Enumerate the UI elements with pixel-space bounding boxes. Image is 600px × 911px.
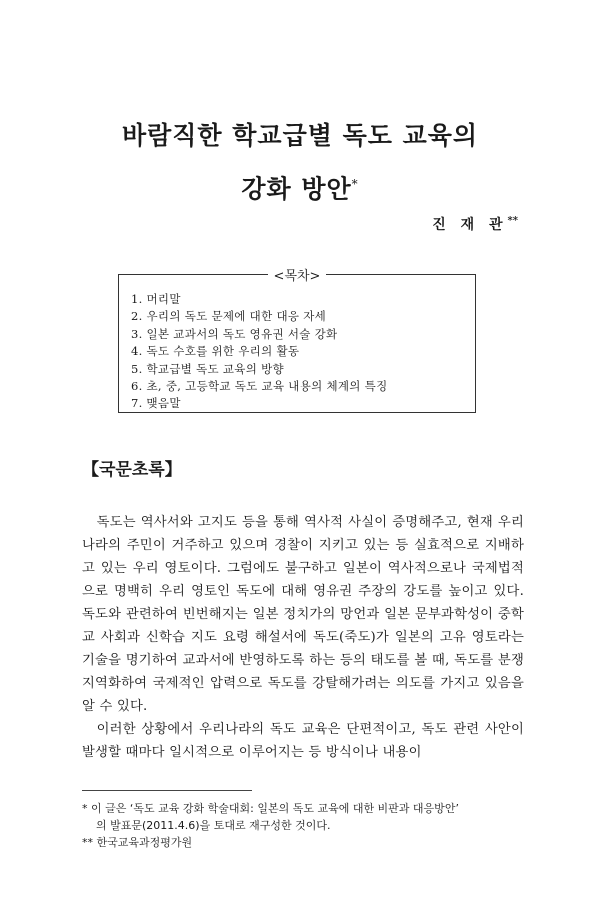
footnotes (82, 800, 532, 851)
toc-item: 6. 초, 중, 고등학교 독도 교육 내용의 체계의 특징 (131, 379, 388, 394)
toc-list (131, 291, 388, 413)
table-of-contents-box (118, 269, 476, 413)
abstract-body (82, 511, 524, 764)
toc-item: 7. 맺음말 (131, 396, 181, 411)
toc-item: 5. 학교급별 독도 교육의 방향 (131, 361, 284, 376)
author-footnote-marker: ** (507, 215, 518, 227)
title-line-1: 바람직한 학교급별 독도 교육의 (121, 121, 479, 150)
title-line-2 (0, 160, 600, 213)
title-footnote-marker: * (351, 177, 359, 191)
author-name (432, 214, 518, 234)
author-name-text: 진 재 관 (432, 217, 508, 233)
abstract-paragraph: 이러한 상황에서 우리나라의 독도 교육은 단편적이고, 독도 관련 사안이 발생할 때마다 일시적으로 이루어지는 등 방식이나 내용이 (82, 722, 524, 760)
footnote-2: ** 한국교육과정평가원 (82, 836, 193, 849)
abstract-paragraph: 독도는 역사서와 고지도 등을 통해 역사적 사실이 증명해주고, 현재 우리나라의 주민이 거주하고 있으며 경찰이 지키고 있는 등 실효적으로 지배하고 있는 우리 영토이다. 그럼에도 불구하고 일본이 역사적으로나 국제법적으로 명백히 우리 영토인 독도에 대해 영유권 주장의 강도를 높이고 있다. 독도와 관련하여 빈번해지는 일본 정치가의 망언과 일본 문부과학성이 중학교 사회과 신학습 지도 요령 해설서에 독도(죽도)가 일본의 고유 영토라는 기술을 명기하여 교과서에 반영하도록 하는 등의 태도를 볼 때, 독도를 분쟁 지역화하여 국제적인 압력으로 독도를 강탈해가려는 의도를 가지고 있음을 알 수 있다. (82, 515, 524, 714)
footnote-divider (82, 790, 252, 791)
toc-item: 2. 우리의 독도 문제에 대한 대응 자세 (131, 309, 327, 324)
toc-item: 1. 머리말 (131, 292, 181, 306)
title-line-2-text: 강화 방안 (241, 174, 352, 204)
toc-caption: <목차> (268, 269, 327, 284)
toc-item: 3. 일본 교과서의 독도 영유권 서술 강화 (131, 326, 338, 341)
paper-title (0, 112, 600, 213)
abstract-heading: 【국문초록】 (82, 460, 182, 480)
toc-item: 4. 독도 수호를 위한 우리의 활동 (131, 344, 300, 359)
footnote-1: * 이 글은 ‘독도 교육 강화 학술대회: 일본의 독도 교육에 대한 비판과 대응방안’ (82, 802, 459, 815)
footnote-1-continued: 의 발표문(2011.4.6)을 토대로 재구성한 것이다. (96, 819, 331, 832)
